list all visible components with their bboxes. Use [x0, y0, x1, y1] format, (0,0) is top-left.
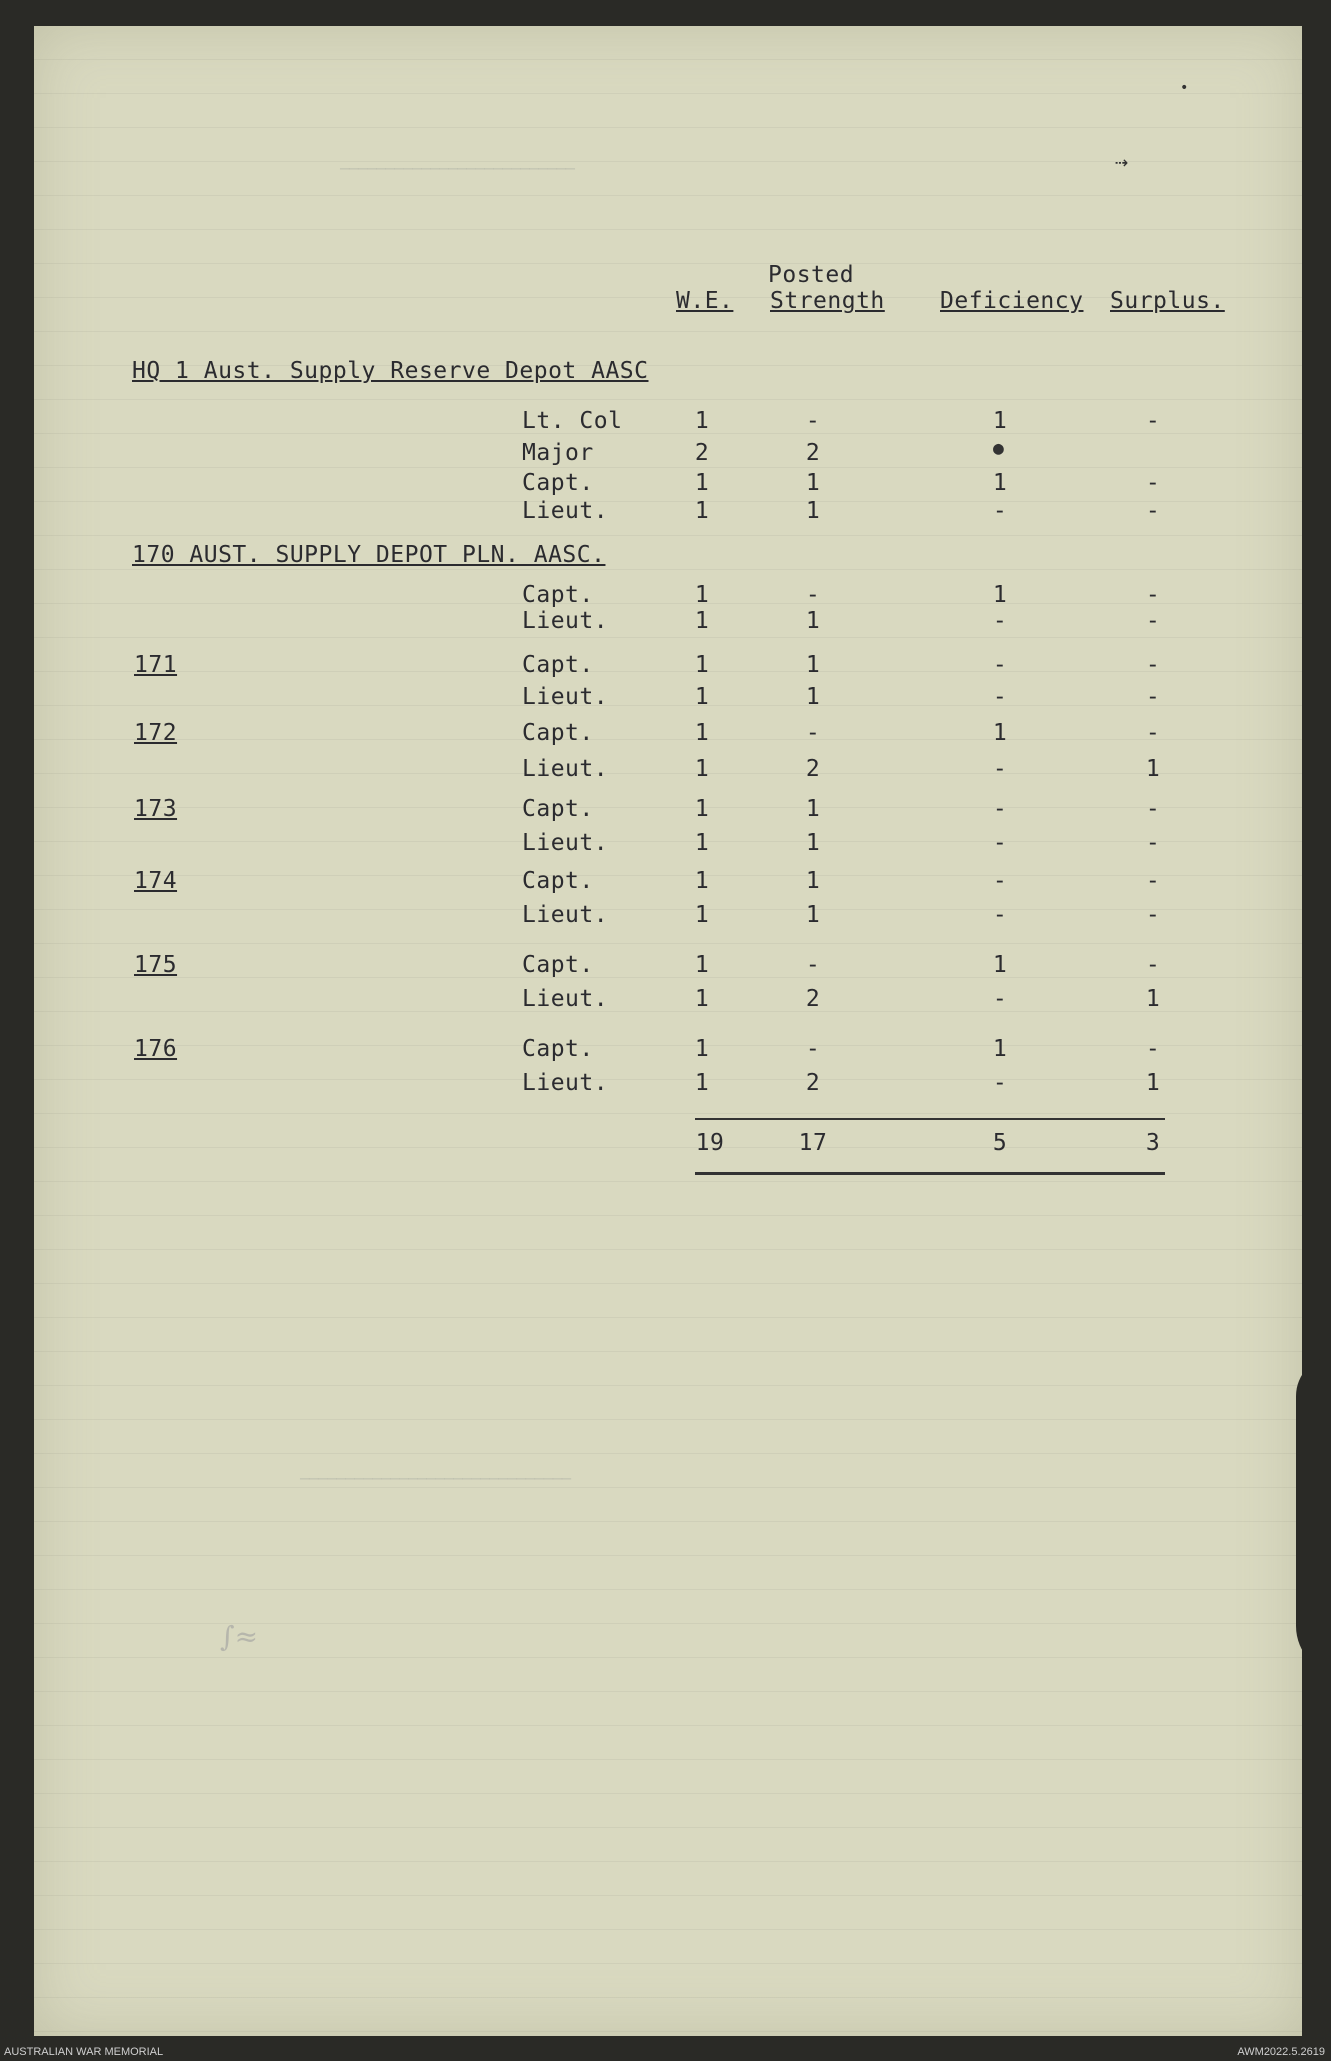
row-rank: Lieut. [522, 830, 609, 856]
row-we-value: 1 [694, 652, 710, 678]
row-we-value: 1 [694, 902, 710, 928]
row-deficiency-value: - [992, 756, 1008, 782]
row-we-value: 1 [694, 408, 710, 434]
row-rank: Capt. [522, 470, 594, 496]
row-posted-value: 2 [805, 986, 821, 1012]
row-we-value: 1 [694, 952, 710, 978]
arrow-mark-icon: ⇢ [1115, 150, 1129, 175]
row-surplus-value: 1 [1145, 1070, 1161, 1096]
row-we-value: 1 [694, 796, 710, 822]
document-sheet [34, 26, 1302, 2036]
row-unit-number: 171 [134, 652, 178, 678]
row-unit-number: 172 [134, 720, 178, 746]
row-rank: Capt. [522, 1036, 594, 1062]
ink-blot-mark: ● [993, 438, 1004, 459]
row-posted-value: 1 [805, 830, 821, 856]
row-surplus-value: - [1145, 952, 1161, 978]
row-deficiency-value: 1 [992, 952, 1008, 978]
row-rank: Lieut. [522, 986, 609, 1012]
row-posted-value: 2 [805, 440, 821, 466]
section-title-pln: 170 AUST. SUPPLY DEPOT PLN. AASC. [132, 542, 606, 568]
row-we-value: 1 [694, 830, 710, 856]
row-rank: Lieut. [522, 684, 609, 710]
row-we-value: 1 [694, 986, 710, 1012]
row-rank: Lieut. [522, 608, 609, 634]
totals-top-rule [695, 1118, 1165, 1120]
row-deficiency-value: 1 [992, 470, 1008, 496]
row-we-value: 1 [694, 582, 710, 608]
row-we-value: 2 [694, 440, 710, 466]
row-we-value: 1 [694, 868, 710, 894]
row-posted-value: 1 [805, 608, 821, 634]
ghost-show-through-2: ────────────────────────────── [300, 1470, 571, 1488]
row-unit-number: 174 [134, 868, 178, 894]
row-posted-value: 1 [805, 684, 821, 710]
row-we-value: 1 [694, 1036, 710, 1062]
total-we: 19 [695, 1130, 725, 1156]
row-posted-value: 1 [805, 498, 821, 524]
header-posted-line2: Strength [770, 288, 885, 314]
footer-left: AUSTRALIAN WAR MEMORIAL [4, 2046, 164, 2058]
row-posted-value: - [805, 952, 821, 978]
row-deficiency-value: - [992, 608, 1008, 634]
row-deficiency-value: - [992, 498, 1008, 524]
row-surplus-value: - [1145, 830, 1161, 856]
row-surplus-value: - [1145, 582, 1161, 608]
row-rank: Lt. Col [522, 408, 623, 434]
torn-edge [1296, 1356, 1331, 1676]
row-posted-value: 1 [805, 902, 821, 928]
row-we-value: 1 [694, 684, 710, 710]
row-posted-value: 1 [805, 868, 821, 894]
row-surplus-value: - [1145, 608, 1161, 634]
row-unit-number: 173 [134, 796, 178, 822]
row-we-value: 1 [694, 756, 710, 782]
row-rank: Lieut. [522, 498, 609, 524]
row-rank: Capt. [522, 868, 594, 894]
row-we-value: 1 [694, 498, 710, 524]
header-posted-line1: Posted [768, 262, 855, 288]
row-surplus-value: - [1145, 796, 1161, 822]
row-deficiency-value: - [992, 796, 1008, 822]
dot-mark-icon: • [1180, 80, 1189, 96]
total-deficiency: 5 [992, 1130, 1008, 1156]
row-surplus-value: - [1145, 684, 1161, 710]
row-we-value: 1 [694, 1070, 710, 1096]
row-surplus-value: - [1145, 868, 1161, 894]
row-we-value: 1 [694, 608, 710, 634]
row-deficiency-value: - [992, 652, 1008, 678]
row-we-value: 1 [694, 720, 710, 746]
row-deficiency-value: - [992, 1070, 1008, 1096]
row-deficiency-value: 1 [992, 582, 1008, 608]
row-rank: Capt. [522, 952, 594, 978]
row-surplus-value: 1 [1145, 756, 1161, 782]
ghost-show-through-1: ────────────────────────── [340, 160, 575, 178]
row-surplus-value: - [1145, 902, 1161, 928]
total-posted: 17 [798, 1130, 828, 1156]
row-surplus-value: - [1145, 652, 1161, 678]
row-unit-number: 175 [134, 952, 178, 978]
row-posted-value: - [805, 720, 821, 746]
row-posted-value: 1 [805, 470, 821, 496]
header-deficiency: Deficiency [940, 288, 1084, 314]
row-posted-value: 2 [805, 1070, 821, 1096]
row-rank: Capt. [522, 582, 594, 608]
header-surplus: Surplus. [1110, 288, 1225, 314]
section-title-hq: HQ 1 Aust. Supply Reserve Depot AASC [132, 358, 649, 384]
row-deficiency-value: - [992, 868, 1008, 894]
row-rank: Lieut. [522, 1070, 609, 1096]
row-deficiency-value: - [992, 684, 1008, 710]
row-rank: Major [522, 440, 594, 466]
faint-signature: ∫≈ [220, 1620, 259, 1653]
total-surplus: 3 [1145, 1130, 1161, 1156]
row-rank: Capt. [522, 796, 594, 822]
row-surplus-value: - [1145, 408, 1161, 434]
row-rank: Lieut. [522, 902, 609, 928]
row-unit-number: 176 [134, 1036, 178, 1062]
row-deficiency-value: - [992, 986, 1008, 1012]
row-surplus-value: 1 [1145, 986, 1161, 1012]
row-posted-value: 1 [805, 652, 821, 678]
row-we-value: 1 [694, 470, 710, 496]
row-deficiency-value: - [992, 830, 1008, 856]
row-posted-value: - [805, 408, 821, 434]
row-deficiency-value: 1 [992, 720, 1008, 746]
row-rank: Capt. [522, 652, 594, 678]
row-deficiency-value: 1 [992, 408, 1008, 434]
row-posted-value: - [805, 1036, 821, 1062]
row-rank: Lieut. [522, 756, 609, 782]
row-deficiency-value: - [992, 902, 1008, 928]
totals-bottom-rule [695, 1172, 1165, 1175]
header-we: W.E. [676, 288, 734, 314]
row-surplus-value: - [1145, 1036, 1161, 1062]
row-posted-value: 2 [805, 756, 821, 782]
footer-right: AWM2022.5.2619 [1237, 2046, 1325, 2058]
row-rank: Capt. [522, 720, 594, 746]
row-posted-value: 1 [805, 796, 821, 822]
row-deficiency-value: 1 [992, 1036, 1008, 1062]
row-posted-value: - [805, 582, 821, 608]
row-surplus-value: - [1145, 470, 1161, 496]
row-surplus-value: - [1145, 720, 1161, 746]
row-surplus-value: - [1145, 498, 1161, 524]
